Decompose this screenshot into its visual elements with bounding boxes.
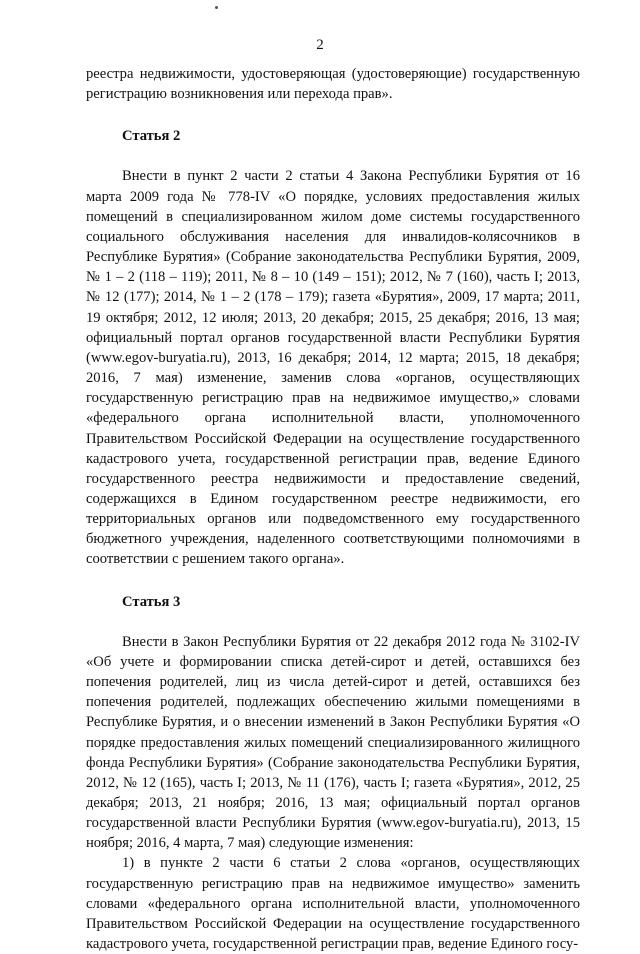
article-3-heading: Статья 3 [122, 593, 181, 610]
spacer [86, 570, 580, 592]
spacer [86, 104, 580, 126]
spacer [86, 612, 580, 632]
spacer [86, 146, 580, 166]
scan-dot-mark [215, 6, 218, 9]
article-3-paragraph: Внести в Закон Республики Бурятия от 22 декабря 2012 года № 3102-IV «Об учете и формировании списка детей-сирот и детей, оставшихся без попечения родителей, лиц из числа детей-сирот и детей, оставшихся без попечения родителей, подлежащих обеспечению жилыми помещениями в Республике Бурятия, и о внесении изменений в Закон Республики Бурятия «О порядке предоставления жилых помещений специализированного жилищного фонда Республики Бурятия» (Собрание законодательства Республики Бурятия, 2012, № 12 (165), часть I; 2013, № 11 (176), часть I; газета «Бурятия», 2012, 25 декабря; 2013, 21 ноября; 2016, 13 мая; официальный портал органов государственной власти Республики Бурятия (www.egov-buryatia.ru), 2013, 15 ноября; 2016, 4 марта, 7 мая) следующие изменения: [86, 633, 580, 852]
intro-paragraph: реестра недвижимости, удостоверяющая (удостоверяющие) государственную регистрацию возникновения или перехода прав». [86, 66, 580, 103]
article-3-item-1: 1) в пункте 2 части 6 статьи 2 слова «органов, осуществляющих государственную регистрацию прав на недвижимое имущество» заменить словами «федерального органа исполнительной власти, уполномоченного Правительством Российской Федерации на осуществление государственного кадастрового учета, государственной регистрации прав, ведение Единого госу- [86, 855, 580, 953]
document-body [86, 64, 580, 954]
article-2-paragraph: Внести в пункт 2 части 2 статьи 4 Закона Республики Бурятия от 16 марта 2009 года № 778-IV «О порядке, условиях предоставления жилых помещений в специализированном жилом доме системы государственного социального обслуживания населения для инвалидов-колясочников в Республике Бурятия» (Собрание законодательства Республики Бурятия, 2009, № 1 – 2 (118 – 119); 2011, № 8 – 10 (149 – 151); 2012, № 7 (160), часть I; 2013, № 12 (177); 2014, № 1 – 2 (178 – 179); газета «Бурятия», 2009, 17 марта; 2011, 19 октября; 2012, 12 июля; 2013, 20 декабря; 2015, 25 декабря; 2016, 13 мая; официальный портал органов государственной власти Республики Бурятия (www.egov-buryatia.ru), 2013, 16 декабря; 2014, 12 марта; 2015, 18 декабря; 2016, 7 мая) изменение, заменив слова «органов, осуществляющих государственную регистрацию прав на недвижимое имущество,» словами «федерального органа исполнительной власти, уполномоченного Правительством Российской Федерации на осуществление государственного кадастрового учета, государственной регистрации прав, ведение Единого государственного реестра недвижимости и предоставление сведений, содержащихся в Едином государственном реестре недвижимости, его территориальных органов или подведомственного ему государственного бюджетного учреждения, наделенного соответствующими полномочиями в соответствии с решением такого органа». [86, 168, 580, 568]
article-2-heading: Статья 2 [122, 128, 181, 145]
page-number: 2 [316, 37, 324, 53]
